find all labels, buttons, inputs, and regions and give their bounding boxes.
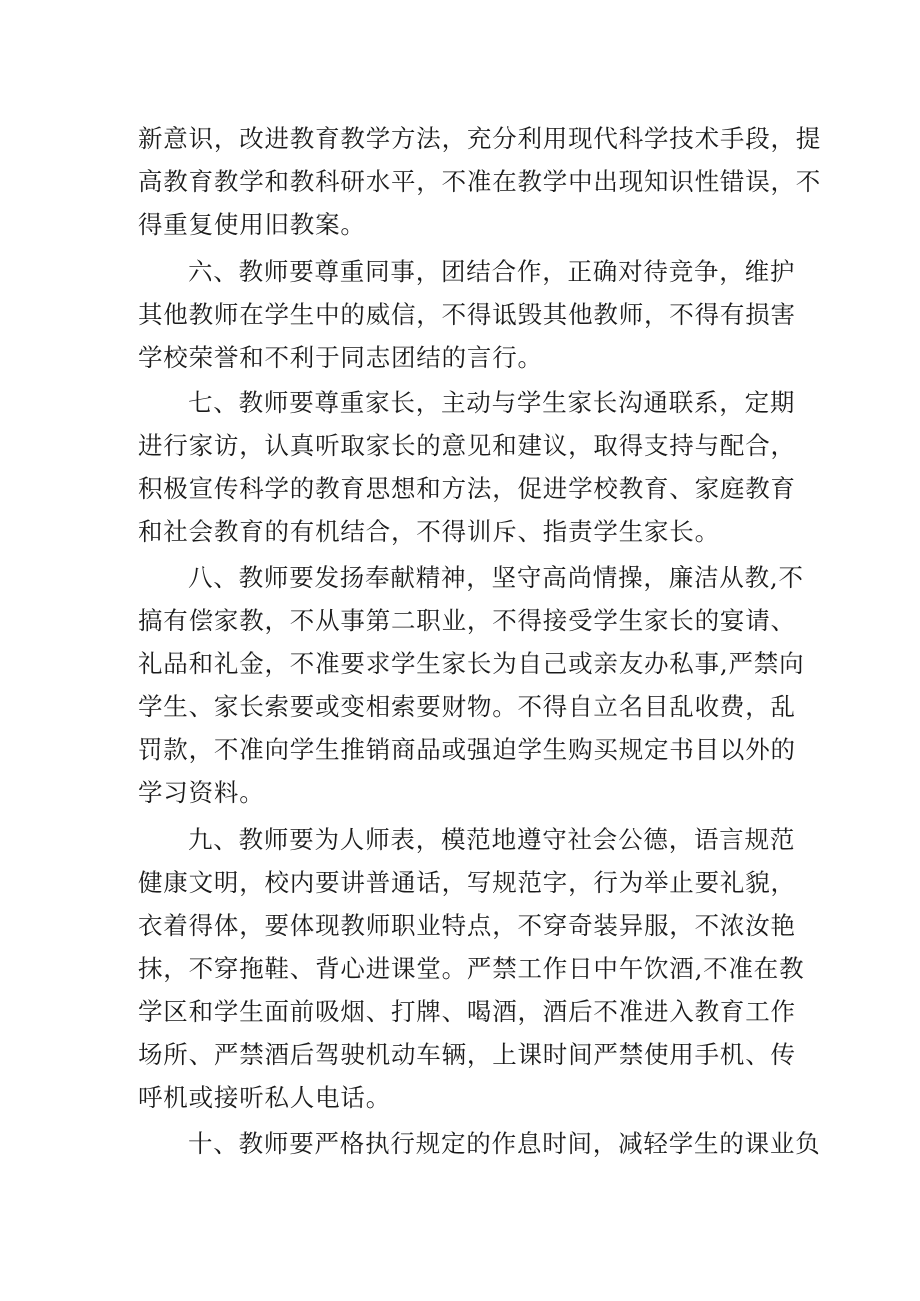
paragraph-10-first-line: 十、教师要严格执行规定的作息时间，减轻学生的课业负 [188, 1129, 821, 1158]
text-line: 学区和学生面前吸烟、打牌、喝酒，酒后不准进入教育工作 [138, 997, 796, 1026]
text-line: 罚款，不准向学生推销商品或强迫学生购买规定书目以外的 [138, 735, 796, 764]
paragraph-6-first-line: 六、教师要尊重同事，团结合作，正确对待竞争，维护 [188, 257, 796, 286]
text-line: 搞有偿家教，不从事第二职业，不得接受学生家长的宴请、 [138, 606, 796, 635]
text-line: 和社会教育的有机结合，不得训斥、指责学生家长。 [138, 517, 720, 546]
text-line: 学习资料。 [138, 778, 265, 807]
text-line: 衣着得体，要体现教师职业特点，不穿奇装异服，不浓汝艳 [138, 911, 796, 940]
text-line: 积极宣传科学的教育思想和方法，促进学校教育、家庭教育 [138, 474, 796, 503]
text-line: 高教育教学和教科研水平，不准在教学中出现知识性错误，不 [138, 167, 822, 196]
text-line: 学生、家长索要或变相索要财物。不得自立名目乱收费，乱 [138, 692, 796, 721]
text-line: 得重复使用旧教案。 [138, 210, 366, 239]
text-line: 抹，不穿拖鞋、背心进课堂。严禁工作日中午饮酒,不准在教 [138, 954, 805, 983]
text-line: 健康文明，校内要讲普通话，写规范字，行为举止要礼貌， [138, 868, 796, 897]
text-line: 进行家访，认真听取家长的意见和建议，取得支持与配合， [138, 431, 796, 460]
text-line: 场所、严禁酒后驾驶机动车辆，上课时间严禁使用手机、传 [138, 1040, 796, 1069]
text-line: 礼品和礼金，不准要求学生家长为自己或亲友办私事,严禁向 [138, 649, 805, 678]
text-line: 其他教师在学生中的威信，不得诋毁其他教师，不得有损害 [138, 300, 796, 329]
paragraph-9-first-line: 九、教师要为人师表，模范地遵守社会公德，语言规范 [188, 825, 796, 854]
text-line: 呼机或接听私人电话。 [138, 1083, 391, 1112]
text-line: 新意识，改进教育教学方法，充分利用现代科学技术手段，提 [138, 124, 822, 153]
paragraph-7-first-line: 七、教师要尊重家长，主动与学生家长沟通联系，定期 [188, 388, 796, 417]
text-line: 学校荣誉和不利于同志团结的言行。 [138, 343, 543, 372]
paragraph-8-first-line: 八、教师要发扬奉献精神，坚守高尚情操，廉洁从教,不 [188, 563, 804, 592]
